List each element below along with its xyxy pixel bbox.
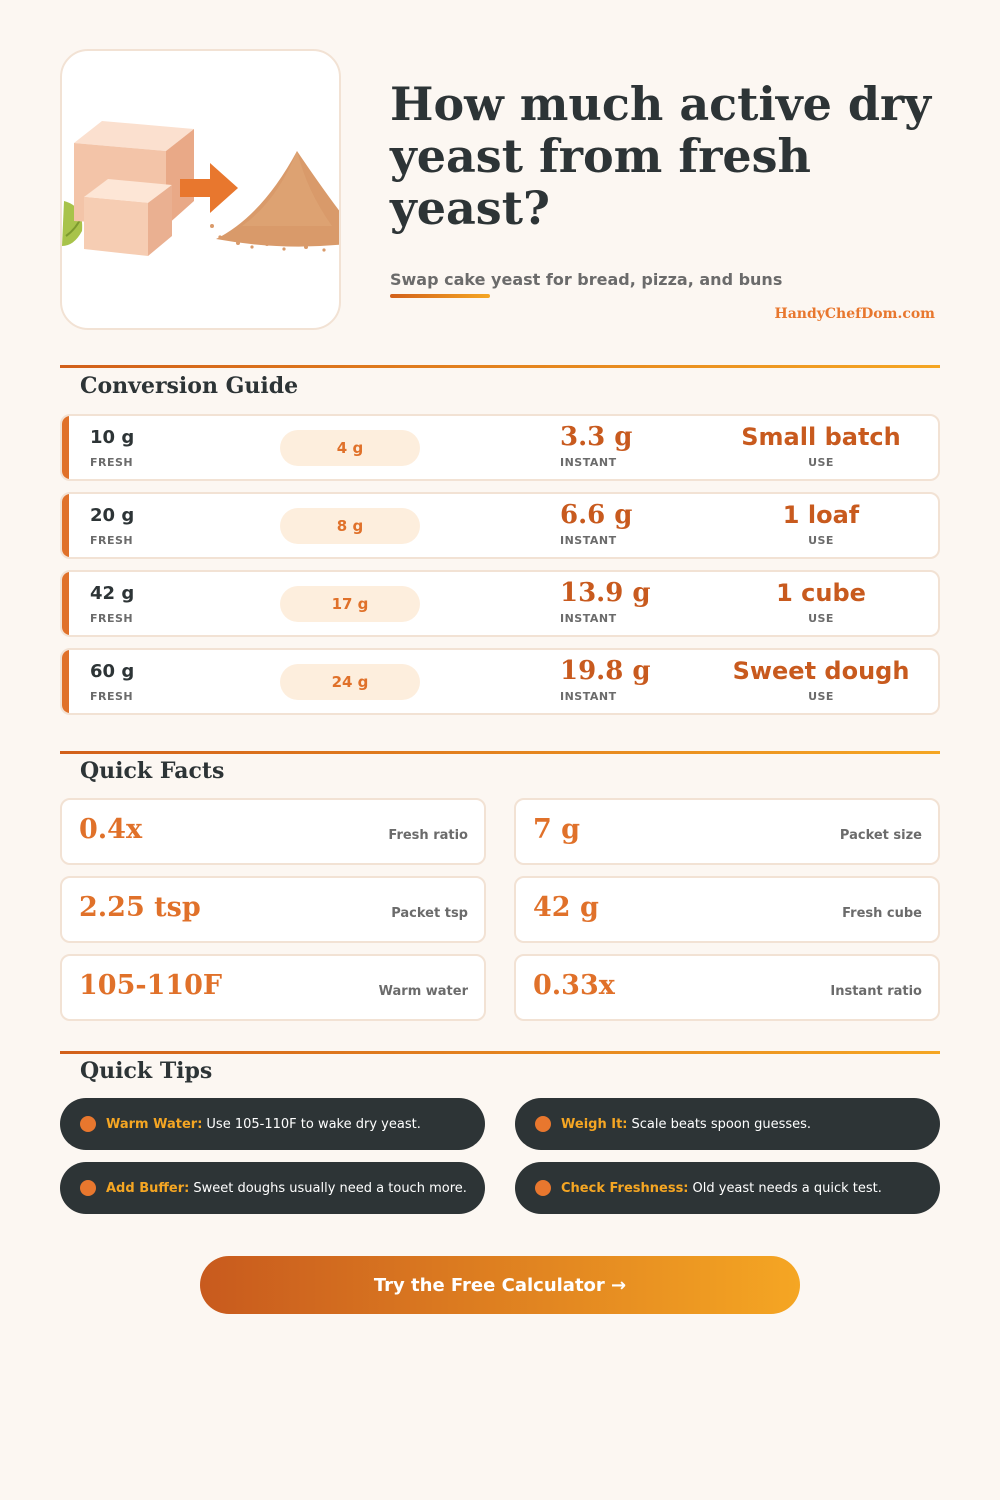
- tip-card: [60, 1162, 485, 1214]
- fresh-amount: 60 g: [90, 661, 135, 682]
- fresh-label: FRESH: [90, 690, 134, 703]
- dot-icon: [80, 1180, 96, 1196]
- use-label: USE: [808, 612, 834, 625]
- section-divider: [60, 1051, 940, 1054]
- dot-icon: [535, 1116, 551, 1132]
- subtitle-underline: [390, 294, 490, 298]
- instant-label: INSTANT: [560, 612, 617, 625]
- active-dry-amount: 4 g: [280, 430, 420, 466]
- section-divider: [60, 751, 940, 754]
- conversion-row: [60, 648, 940, 715]
- conversion-row: [60, 414, 940, 481]
- fact-card: [514, 798, 940, 865]
- fresh-amount: 20 g: [90, 505, 135, 526]
- tip-card: [515, 1162, 940, 1214]
- fact-label: Packet tsp: [391, 906, 468, 921]
- fact-card: [514, 954, 940, 1021]
- use-case: Small batch: [741, 423, 901, 451]
- fact-value: 7 g: [533, 814, 581, 845]
- instant-label: INSTANT: [560, 690, 617, 703]
- fresh-amount: 10 g: [90, 427, 135, 448]
- use-case: 1 cube: [776, 579, 866, 607]
- fact-value: 105-110F: [79, 970, 223, 1001]
- instant-amount: 13.9 g: [560, 578, 651, 608]
- active-dry-amount: 24 g: [280, 664, 420, 700]
- dot-icon: [80, 1116, 96, 1132]
- fact-card: [60, 876, 486, 943]
- tip-text: Old yeast needs a quick test.: [692, 1180, 882, 1196]
- page-title: How much active dry yeast from fresh yeast?: [390, 77, 932, 235]
- brand-link[interactable]: HandyChefDom.com: [774, 306, 935, 322]
- active-dry-amount: 17 g: [280, 586, 420, 622]
- instant-label: INSTANT: [560, 456, 617, 469]
- instant-amount: 3.3 g: [560, 422, 633, 452]
- conversion-heading: Conversion Guide: [80, 373, 299, 399]
- tip-title: Add Buffer:: [106, 1180, 190, 1196]
- tip-card: [515, 1098, 940, 1150]
- instant-amount: 19.8 g: [560, 656, 651, 686]
- fresh-label: FRESH: [90, 456, 134, 469]
- tip-title: Weigh It:: [561, 1116, 628, 1132]
- tip-text: Sweet doughs usually need a touch more.: [193, 1180, 467, 1196]
- fresh-label: FRESH: [90, 612, 134, 625]
- tip-text: Scale beats spoon guesses.: [631, 1116, 812, 1132]
- fresh-amount: 42 g: [90, 583, 135, 604]
- fact-card: [514, 876, 940, 943]
- row-accent-bar: [62, 572, 69, 635]
- use-label: USE: [808, 534, 834, 547]
- conversion-row: [60, 570, 940, 637]
- row-accent-bar: [62, 650, 69, 713]
- fact-value: 0.33x: [533, 970, 615, 1001]
- use-label: USE: [808, 690, 834, 703]
- section-divider: [60, 365, 940, 368]
- yeast-illustration: [62, 51, 341, 330]
- fact-card: [60, 798, 486, 865]
- page-subtitle: Swap cake yeast for bread, pizza, and buns: [390, 270, 783, 289]
- fact-label: Instant ratio: [830, 984, 922, 999]
- fact-value: 42 g: [533, 892, 599, 923]
- tip-title: Check Freshness:: [561, 1180, 689, 1196]
- calculator-cta-button[interactable]: Try the Free Calculator →: [200, 1256, 800, 1314]
- tips-heading: Quick Tips: [80, 1058, 213, 1084]
- fresh-yeast-cube-small: [84, 197, 148, 256]
- use-case: Sweet dough: [732, 657, 910, 685]
- tip-card: [60, 1098, 485, 1150]
- fact-card: [60, 954, 486, 1021]
- hero-image: [60, 49, 341, 330]
- fresh-label: FRESH: [90, 534, 134, 547]
- fact-value: 0.4x: [79, 814, 143, 845]
- fact-value: 2.25 tsp: [79, 892, 201, 923]
- instant-amount: 6.6 g: [560, 500, 633, 530]
- instant-label: INSTANT: [560, 534, 617, 547]
- use-label: USE: [808, 456, 834, 469]
- row-accent-bar: [62, 494, 69, 557]
- facts-heading: Quick Facts: [80, 758, 225, 784]
- dot-icon: [535, 1180, 551, 1196]
- fact-label: Warm water: [378, 984, 468, 999]
- fact-label: Fresh ratio: [388, 828, 468, 843]
- row-accent-bar: [62, 416, 69, 479]
- conversion-row: [60, 492, 940, 559]
- fact-label: Fresh cube: [842, 906, 922, 921]
- tip-title: Warm Water:: [106, 1116, 203, 1132]
- use-case: 1 loaf: [782, 501, 860, 529]
- fact-label: Packet size: [839, 828, 922, 843]
- active-dry-amount: 8 g: [280, 508, 420, 544]
- tip-text: Use 105-110F to wake dry yeast.: [206, 1116, 421, 1132]
